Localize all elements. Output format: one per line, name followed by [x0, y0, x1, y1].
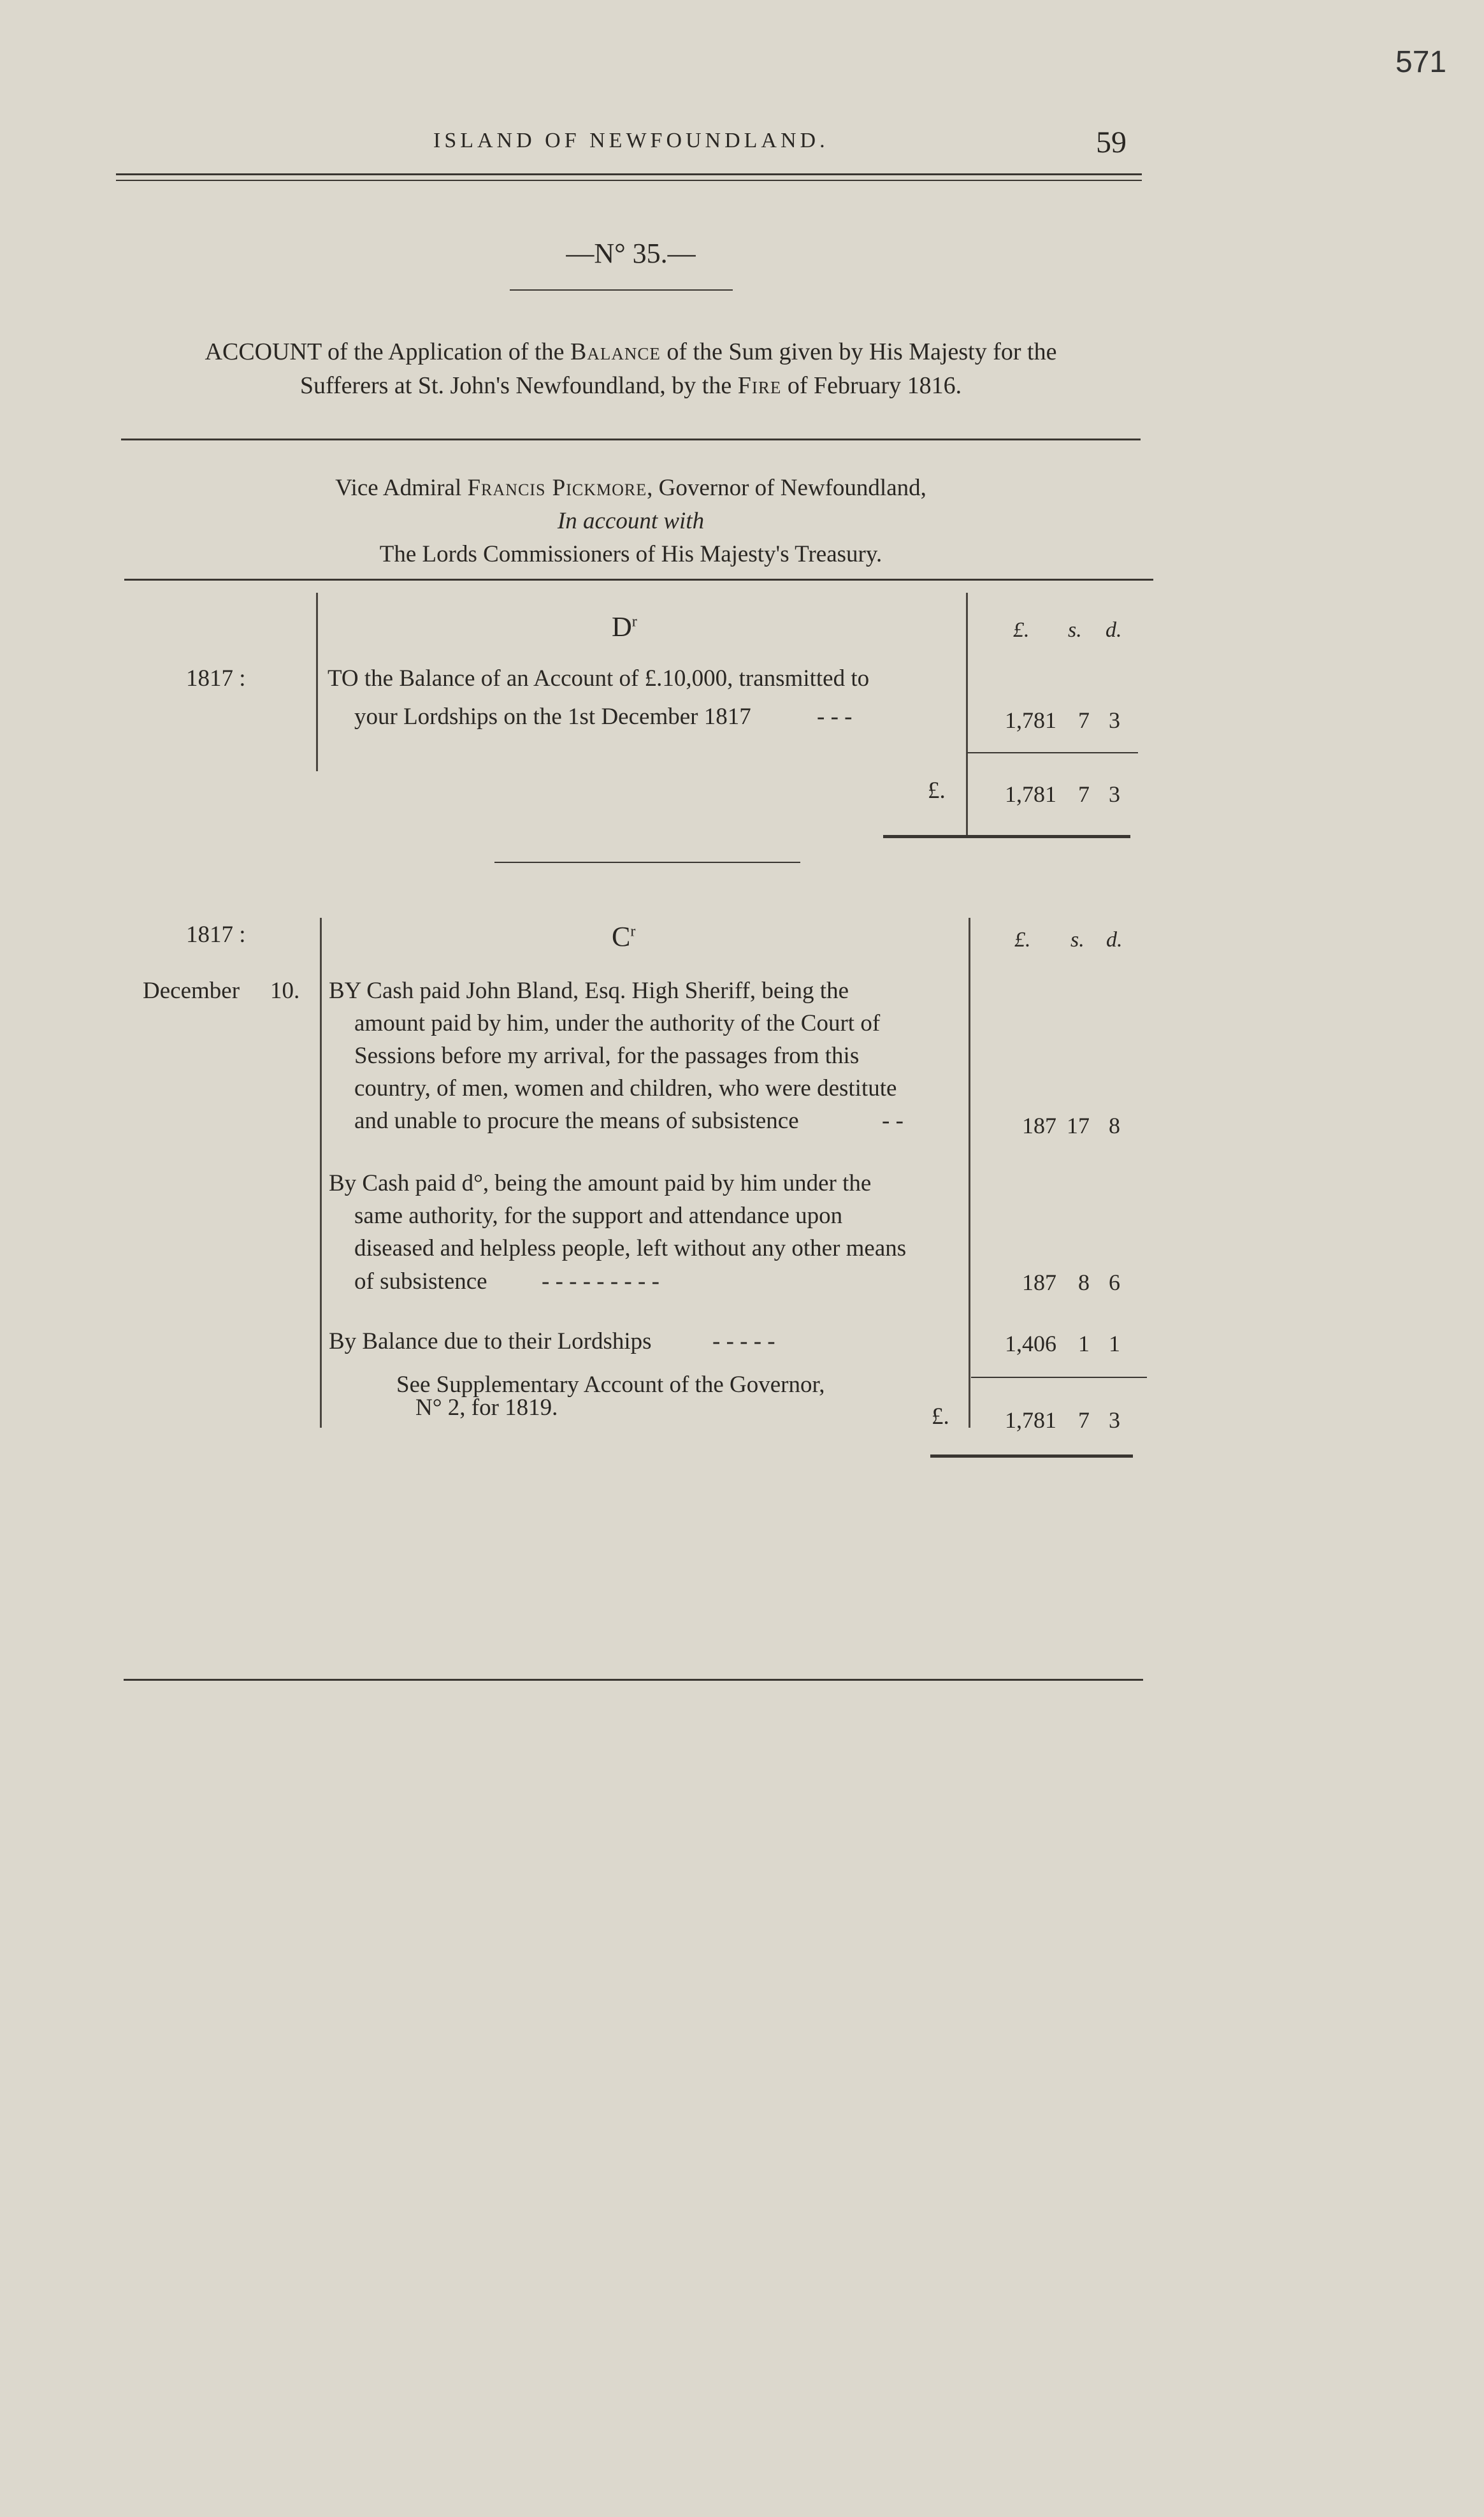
- parties-block: [121, 472, 1141, 570]
- credit-entry1-line-3: Sessions before my arrival, for the passages from this: [354, 1043, 860, 1069]
- debit-total-shillings: 7: [1078, 781, 1090, 807]
- credit-total-pounds: 1,781: [1005, 1407, 1056, 1433]
- debit-entry-leaders: - - -: [817, 704, 853, 730]
- parties-rule: [124, 579, 1153, 581]
- credit-entry3-pounds: 1,406: [1005, 1331, 1056, 1356]
- parties-line-3: The Lords Commissioners of His Majesty's Treasury.: [379, 540, 882, 567]
- document-number: —N° 35.—: [566, 238, 696, 269]
- credit-subtotal-rule: [971, 1377, 1147, 1378]
- credit-entry1-line-5: and unable to procure the means of subsistence: [354, 1108, 799, 1134]
- credit-total-shillings: 7: [1078, 1407, 1090, 1433]
- credit-entry1-line-2: amount paid by him, under the authority of the Court of: [354, 1010, 881, 1036]
- debit-entry-pounds: 1,781: [1005, 707, 1056, 733]
- debit-entry-line-2: your Lordships on the 1st December 1817: [354, 704, 751, 730]
- credit-amount-border: [969, 918, 970, 1428]
- credit-year: 1817 :: [186, 922, 246, 948]
- credit-entry2-line-2: same authority, for the support and attendance upon: [354, 1203, 843, 1229]
- credit-entry3-leaders: - - - - -: [712, 1328, 775, 1354]
- parties-line-1: Vice Admiral Francis Pickmore, Governor of Newfoundland,: [335, 475, 926, 501]
- debit-total-pounds: 1,781: [1005, 781, 1056, 807]
- credit-total-label: £.: [932, 1404, 949, 1430]
- debit-entry-line-1: TO the Balance of an Account of £.10,000, transmitted to: [328, 665, 870, 692]
- credit-left-border: [320, 918, 322, 1428]
- running-head-rule-top: [116, 173, 1142, 175]
- credit-entry2-pounds: 187: [1022, 1270, 1056, 1295]
- credit-entry2-pence: 6: [1109, 1270, 1120, 1295]
- archive-page-number: 571: [1395, 45, 1447, 79]
- credit-total-rule: [930, 1454, 1133, 1458]
- account-title: [121, 335, 1141, 403]
- credit-entry1-pounds: 187: [1022, 1113, 1056, 1138]
- debit-col-pounds: £.: [1013, 618, 1030, 642]
- credit-col-pounds: £.: [1014, 928, 1031, 952]
- debit-col-shillings: s.: [1068, 618, 1082, 642]
- credit-entry3-pence: 1: [1109, 1331, 1120, 1356]
- debit-col-pence: d.: [1106, 618, 1122, 642]
- credit-entry1-leaders: - -: [882, 1108, 904, 1134]
- debit-total-rule: [883, 835, 1130, 838]
- parties-line-2: In account with: [557, 507, 705, 534]
- debit-amount-border: [966, 593, 968, 835]
- debit-entry-shillings: 7: [1078, 707, 1090, 733]
- debit-heading: $D^r$: [612, 611, 637, 642]
- credit-entry2-leaders: - - - - - - - - -: [542, 1268, 659, 1295]
- debit-total-pence: 3: [1109, 781, 1120, 807]
- credit-col-shillings: s.: [1070, 928, 1084, 952]
- credit-entry1-shillings: 17: [1067, 1113, 1090, 1138]
- credit-entry2-line-1: By Cash paid d°, being the amount paid by him under the: [329, 1170, 872, 1196]
- credit-entry1-pence: 8: [1109, 1113, 1120, 1138]
- document-number-rule: [510, 289, 733, 291]
- credit-entry2-line-3: diseased and helpless people, left without any other means: [354, 1235, 907, 1261]
- credit-entry3-shillings: 1: [1078, 1331, 1090, 1356]
- credit-note-line-2: N° 2, for 1819.: [415, 1395, 558, 1421]
- debit-left-border: [316, 593, 318, 771]
- debit-total-label: £.: [928, 778, 946, 804]
- account-title-line-2: Sufferers at St. John's Newfoundland, by the Fire of February 1816.: [299, 372, 962, 400]
- section-divider: [494, 862, 800, 863]
- credit-entry2-line-4: of subsistence: [354, 1268, 487, 1295]
- credit-total-pence: 3: [1109, 1407, 1120, 1433]
- credit-heading: $C^r$: [612, 921, 636, 952]
- credit-entry3-line: By Balance due to their Lordships: [329, 1328, 652, 1354]
- running-head-title: ISLAND OF NEWFOUNDLAND.: [433, 129, 829, 152]
- credit-entry1-line-4: country, of men, women and children, who were destitute: [354, 1075, 897, 1101]
- credit-date-day: 10.: [270, 978, 300, 1004]
- account-title-line-1: ACCOUNT of the Application of the Balance of the Sum given by His Majesty for the: [205, 338, 1057, 365]
- title-rule: [121, 439, 1141, 440]
- debit-year: 1817 :: [186, 665, 246, 692]
- debit-subtotal-rule: [967, 752, 1138, 753]
- bottom-rule: [124, 1679, 1143, 1681]
- running-head-rule-bottom: [116, 180, 1142, 181]
- credit-col-pence: d.: [1106, 928, 1123, 952]
- running-head-page: 59: [1096, 126, 1127, 159]
- credit-entry1-line-1: BY Cash paid John Bland, Esq. High Sheriff, being the: [329, 978, 849, 1004]
- credit-note-line-1: See Supplementary Account of the Governor,: [396, 1372, 825, 1398]
- debit-entry-pence: 3: [1109, 707, 1120, 733]
- credit-date-month: December: [143, 978, 240, 1004]
- credit-entry2-shillings: 8: [1078, 1270, 1090, 1295]
